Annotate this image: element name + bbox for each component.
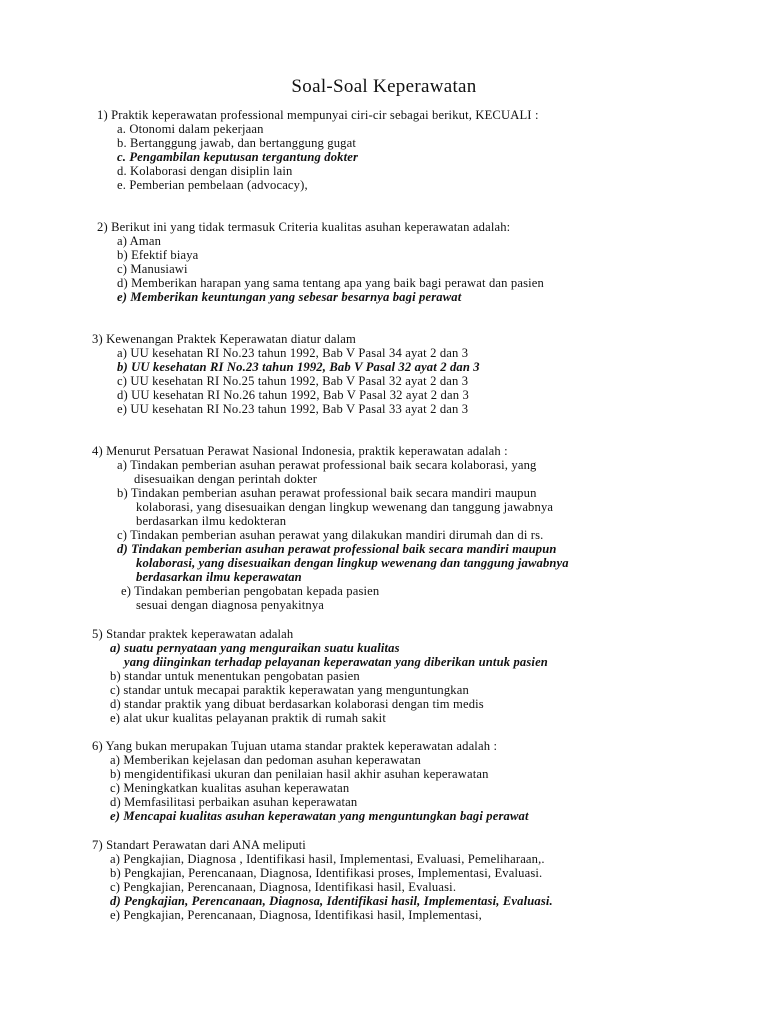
question-2-option-e-answer: e) Memberikan keuntungan yang sebesar besarnya bagi perawat: [117, 290, 462, 304]
question-1-option-a: a. Otonomi dalam pekerjaan: [117, 122, 264, 136]
question-4-option-d-cont-1: kolaborasi, yang disesuaikan dengan lingkup wewenang dan tanggung jawabnya: [136, 556, 569, 570]
question-3-option-c: c) UU kesehatan RI No.25 tahun 1992, Bab V Pasal 32 ayat 2 dan 3: [117, 374, 469, 388]
question-5-option-b: b) standar untuk menentukan pengobatan pasien: [110, 669, 360, 683]
question-3-option-b-answer: b) UU kesehatan RI No.23 tahun 1992, Bab V Pasal 32 ayat 2 dan 3: [117, 360, 480, 374]
question-7-option-c: c) Pengkajian, Perencanaan, Diagnosa, Identifikasi hasil, Evaluasi.: [110, 880, 457, 894]
question-7-stem: 7) Standart Perawatan dari ANA meliputi: [92, 838, 306, 852]
question-5-option-a-cont: yang diinginkan terhadap pelayanan keperawatan yang diberikan untuk pasien: [124, 655, 548, 669]
question-5-stem: 5) Standar praktek keperawatan adalah: [92, 627, 294, 641]
question-4-option-e-cont: sesuai dengan diagnosa penyakitnya: [136, 598, 325, 612]
question-3-option-a: a) UU kesehatan RI No.23 tahun 1992, Bab V Pasal 34 ayat 2 dan 3: [117, 346, 469, 360]
question-6-option-a: a) Memberikan kejelasan dan pedoman asuhan keperawatan: [110, 753, 421, 767]
question-6-option-e-answer: e) Mencapai kualitas asuhan keperawatan yang menguntungkan bagi perawat: [110, 809, 529, 823]
question-4-option-a: a) Tindakan pemberian asuhan perawat professional baik secara kolaborasi, yang: [117, 458, 537, 472]
question-1-option-d: d. Kolaborasi dengan disiplin lain: [117, 164, 293, 178]
question-2-option-c: c) Manusiawi: [117, 262, 188, 276]
question-4-option-b-cont-1: kolaborasi, yang disesuaikan dengan lingkup wewenang dan tanggung jawabnya: [136, 500, 554, 514]
question-5-option-e: e) alat ukur kualitas pelayanan praktik di rumah sakit: [110, 711, 386, 725]
question-7-option-e: e) Pengkajian, Perencanaan, Diagnosa, Identifikasi hasil, Implementasi,: [110, 908, 482, 922]
document-title: Soal-Soal Keperawatan: [291, 76, 477, 97]
question-4-stem: 4) Menurut Persatuan Perawat Nasional Indonesia, praktik keperawatan adalah :: [92, 444, 508, 458]
question-6-option-b: b) mengidentifikasi ukuran dan penilaian hasil akhir asuhan keperawatan: [110, 767, 489, 781]
question-5-option-d: d) standar praktik yang dibuat berdasarkan kolaborasi dengan tim medis: [110, 697, 484, 711]
question-6-option-c: c) Meningkatkan kualitas asuhan keperawatan: [110, 781, 350, 795]
question-3-stem: 3) Kewenangan Praktek Keperawatan diatur dalam: [92, 332, 356, 346]
question-2-option-b: b) Efektif biaya: [117, 248, 199, 262]
question-7-option-a: a) Pengkajian, Diagnosa , Identifikasi hasil, Implementasi, Evaluasi, Pemeliharaan,.: [110, 852, 545, 866]
question-7-option-b: b) Pengkajian, Perencanaan, Diagnosa, Identifikasi proses, Implementasi, Evaluasi.: [110, 866, 543, 880]
question-4-option-d-cont-2: berdasarkan ilmu keperawatan: [136, 570, 302, 584]
question-1-option-b: b. Bertanggung jawab, dan bertanggung gugat: [117, 136, 357, 150]
question-4-option-a-cont: disesuaikan dengan perintah dokter: [134, 472, 318, 486]
question-5-option-a-answer: a) suatu pernyataan yang menguraikan suatu kualitas: [110, 641, 400, 655]
question-3-option-d: d) UU kesehatan RI No.26 tahun 1992, Bab V Pasal 32 ayat 2 dan 3: [117, 388, 469, 402]
question-1-option-e: e. Pemberian pembelaan (advocacy),: [117, 178, 308, 192]
question-7-option-d-answer: d) Pengkajian, Perencanaan, Diagnosa, Identifikasi hasil, Implementasi, Evaluasi.: [110, 894, 553, 908]
question-4-option-b: b) Tindakan pemberian asuhan perawat professional baik secara mandiri maupun: [117, 486, 537, 500]
question-4-option-b-cont-2: berdasarkan ilmu kedokteran: [136, 514, 287, 528]
question-4-option-c: c) Tindakan pemberian asuhan perawat yang dilakukan mandiri dirumah dan di rs.: [117, 528, 544, 542]
question-2-stem: 2) Berikut ini yang tidak termasuk Criteria kualitas asuhan keperawatan adalah:: [97, 220, 511, 234]
question-4-option-e: e) Tindakan pemberian pengobatan kepada pasien: [121, 584, 380, 598]
question-1-option-c-answer: c. Pengambilan keputusan tergantung dokter: [117, 150, 359, 164]
question-1-stem: 1) Praktik keperawatan professional mempunyai ciri-cir sebagai berikut, KECUALI :: [97, 108, 539, 122]
question-2-option-a: a) Aman: [117, 234, 162, 248]
question-3-option-e: e) UU kesehatan RI No.23 tahun 1992, Bab V Pasal 33 ayat 2 dan 3: [117, 402, 469, 416]
question-6-stem: 6) Yang bukan merupakan Tujuan utama standar praktek keperawatan adalah :: [92, 739, 498, 753]
question-5-option-c: c) standar untuk mecapai paraktik keperawatan yang menguntungkan: [110, 683, 469, 697]
question-2-option-d: d) Memberikan harapan yang sama tentang apa yang baik bagi perawat dan pasien: [117, 276, 544, 290]
question-6-option-d: d) Memfasilitasi perbaikan asuhan keperawatan: [110, 795, 358, 809]
question-4-option-d-answer: d) Tindakan pemberian asuhan perawat professional baik secara mandiri maupun: [117, 542, 557, 556]
